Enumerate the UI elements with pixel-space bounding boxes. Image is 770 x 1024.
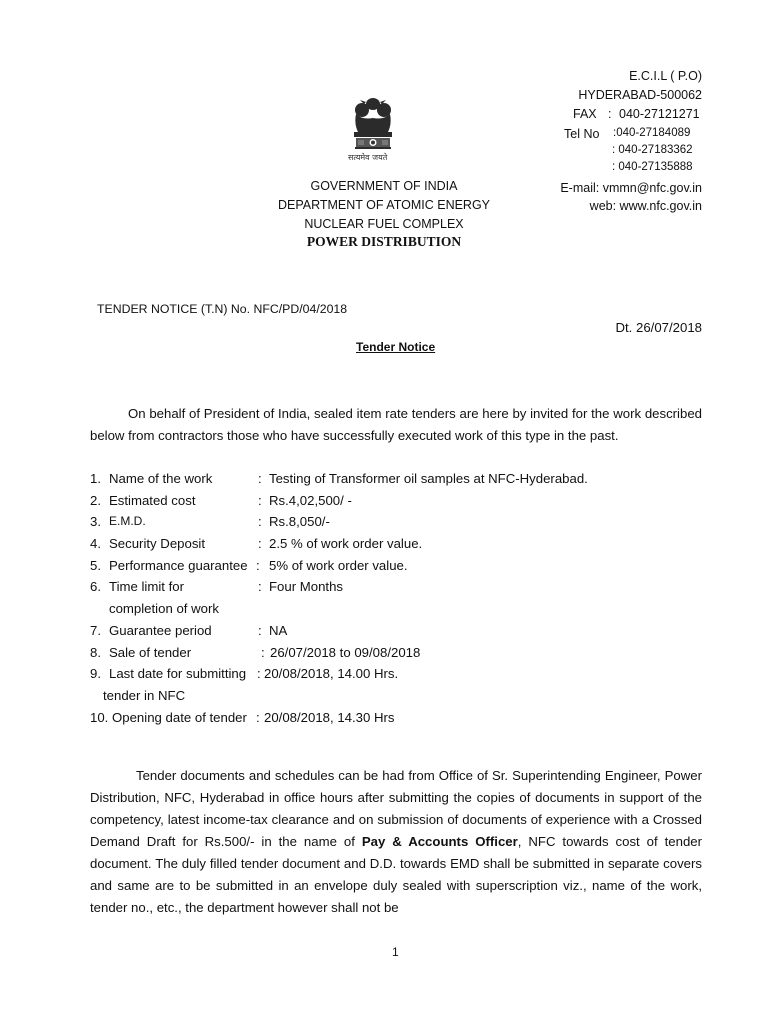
- item-separator: :: [256, 557, 260, 573]
- item-separator: :: [258, 536, 262, 552]
- item-label-continuation: completion of work: [109, 601, 219, 617]
- item-label: Last date for submitting: [109, 666, 247, 682]
- item-number: 6.: [90, 579, 101, 595]
- item-value: 2.5 % of work order value.: [269, 536, 423, 552]
- item-value: 5% of work order value.: [269, 557, 408, 573]
- list-item: [90, 642, 702, 664]
- item-value: Rs.8,050/-: [269, 514, 330, 530]
- item-label: Guarantee period: [109, 622, 212, 638]
- documents-text-2: , NFC towards cost of tender document. The duly filled tender document and D.D. towards EMD shall be submitted in separate covers and same are to be submitted in an envelope duly sealed with superscription viz., name of the work, tender no., etc., the department however shall not be: [90, 834, 702, 915]
- item-label: Security Deposit: [109, 536, 206, 552]
- list-item: [90, 620, 702, 642]
- item-value: Rs.4,02,500/ -: [269, 492, 352, 508]
- item-label: Performance guarantee: [109, 557, 248, 573]
- item-number: 5.: [90, 557, 101, 573]
- tender-reference: TENDER NOTICE (T.N) No. NFC/PD/04/2018: [97, 302, 348, 316]
- item-separator: :: [261, 644, 265, 660]
- notice-date: Dt. 26/07/2018: [615, 320, 702, 335]
- payee-name: Pay & Accounts Officer: [361, 834, 518, 849]
- item-label-continuation: tender in NFC: [103, 687, 186, 703]
- item-number: 4.: [90, 536, 101, 552]
- item-label: Estimated cost: [109, 492, 196, 508]
- documents-text-1: Tender documents and schedules can be had from Office of Sr. Superintending Engineer, Power Distribution, NFC, Hyderabad in office hours after submitting the copies of documents in support of the competency, latest income-tax clearance and on submission of documents of experience with a Crossed Demand Draft for Rs.500/- in the name of: [90, 768, 702, 849]
- list-item: [90, 468, 702, 490]
- item-number: 1.: [90, 471, 101, 486]
- org-line-2: DEPARTMENT OF ATOMIC ENERGY: [277, 198, 491, 212]
- item-separator: :: [256, 709, 260, 725]
- division-title: POWER DISTRIBUTION: [306, 234, 462, 249]
- page-number: 1: [392, 945, 399, 959]
- item-label: E.M.D.: [109, 514, 146, 529]
- item-value: 20/08/2018, 14.30 Hrs: [264, 709, 395, 725]
- notice-heading: Tender Notice: [356, 340, 436, 354]
- list-item: [90, 511, 702, 533]
- item-separator: :: [258, 514, 262, 530]
- list-item: [90, 707, 702, 729]
- item-number: 2.: [90, 492, 101, 508]
- tel-label: Tel No: [564, 127, 600, 141]
- intro-paragraph: On behalf of President of India, sealed item rate tenders are here by invited for the work described below from contractors those who have successfully executed work of this type in the past.: [90, 406, 702, 443]
- item-value: Four Months: [269, 579, 344, 595]
- item-separator: :: [257, 666, 261, 682]
- item-number: 8.: [90, 644, 101, 660]
- fax-value: 040-27121271: [619, 107, 700, 121]
- emblem-motto: सत्यमेव जयते: [348, 153, 388, 162]
- item-label: Sale of tender: [109, 644, 192, 660]
- list-item: [90, 555, 702, 577]
- item-label: Time limit for: [109, 579, 184, 595]
- tender-details-list: [90, 468, 702, 728]
- item-value: Testing of Transformer oil samples at NFC-Hyderabad.: [269, 471, 588, 486]
- tel-value-2: : 040-27183362: [612, 144, 693, 156]
- fax-label: FAX: [573, 107, 597, 121]
- item-label: Opening date of tender: [112, 709, 247, 725]
- address-line-1: E.C.I.L ( P.O): [629, 69, 702, 83]
- address-line-2: HYDERABAD-500062: [578, 88, 702, 102]
- list-item: [90, 490, 702, 512]
- tel-value-3: : 040-27135888: [612, 161, 693, 173]
- item-label: Name of the work: [109, 471, 213, 486]
- item-separator: :: [258, 579, 262, 595]
- state-emblem-logo: [344, 94, 402, 166]
- list-item: [90, 576, 702, 598]
- org-line-1: GOVERNMENT OF INDIA: [310, 179, 458, 193]
- list-item: [90, 663, 702, 685]
- item-separator: :: [258, 471, 262, 486]
- list-item-continuation: [90, 685, 702, 707]
- email[interactable]: E-mail: vmmn@nfc.gov.in: [560, 181, 702, 195]
- website[interactable]: web: www.nfc.gov.in: [589, 199, 702, 213]
- org-line-3: NUCLEAR FUEL COMPLEX: [304, 217, 464, 231]
- item-value: 26/07/2018 to 09/08/2018: [270, 644, 421, 660]
- item-value: 20/08/2018, 14.00 Hrs.: [264, 666, 399, 682]
- list-item-continuation: [90, 598, 702, 620]
- list-item: [90, 533, 702, 555]
- item-value: NA: [269, 622, 288, 638]
- item-separator: :: [258, 622, 262, 638]
- documents-paragraph: [90, 765, 702, 919]
- item-number: 10.: [90, 709, 109, 725]
- item-separator: :: [258, 492, 262, 508]
- item-number: 7.: [90, 622, 101, 638]
- item-number: 3.: [90, 514, 101, 530]
- tel-value-1: :040-27184089: [613, 127, 691, 139]
- item-number: 9.: [90, 666, 101, 682]
- fax-colon: :: [608, 107, 612, 121]
